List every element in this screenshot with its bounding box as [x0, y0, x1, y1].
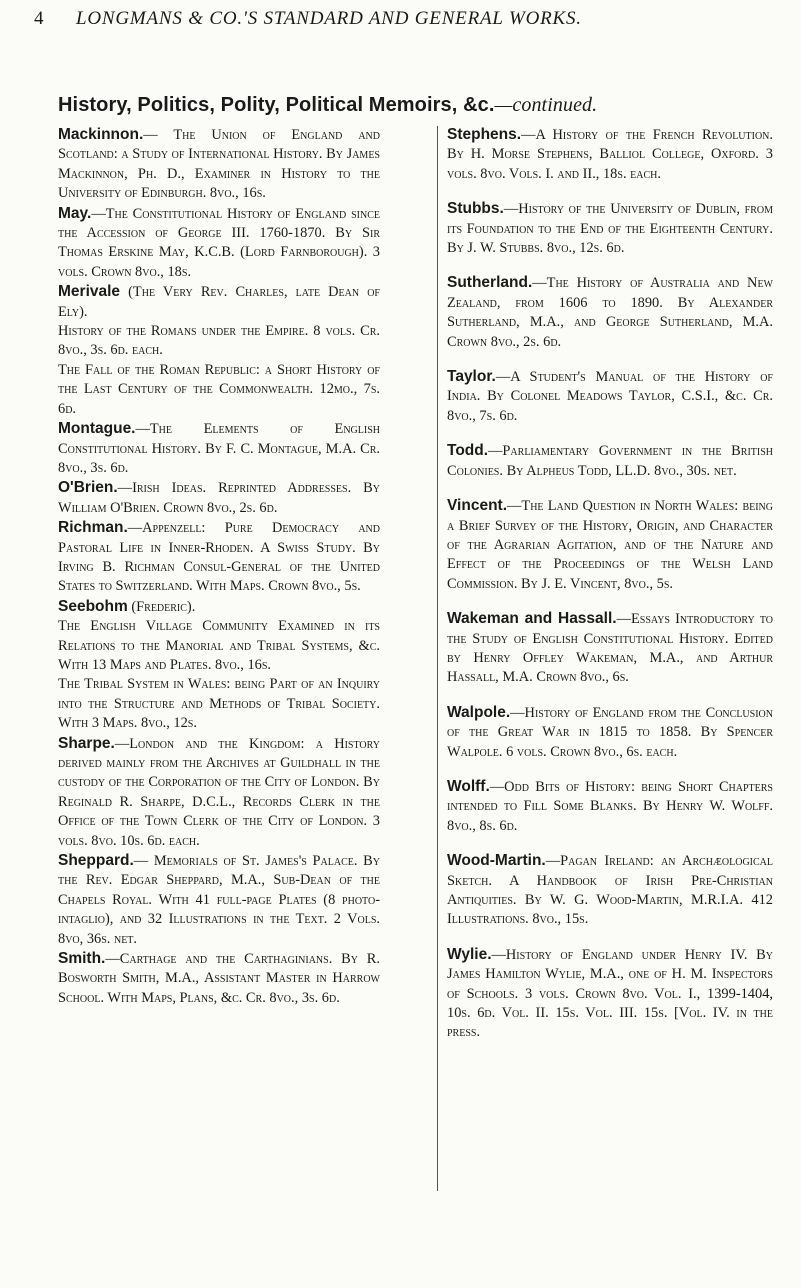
section-title-text: History, Politics, Polity, Political Memoirs, &c.	[58, 94, 495, 116]
catalogue-entry	[447, 441, 773, 481]
entry-paragraph	[58, 949, 380, 1008]
entry-paragraph	[58, 734, 380, 851]
entry-author: Mackinnon.	[58, 126, 144, 143]
entry-author: Todd.	[447, 442, 489, 460]
entry-paragraph	[447, 441, 773, 481]
entry-paragraph	[447, 367, 773, 426]
entry-text: (Frederic).	[127, 598, 196, 615]
entry-paragraph	[447, 851, 773, 930]
entry-paragraph	[447, 273, 773, 352]
entry-text: —The History of Australia and New Zealand, from 1606 to 1890. By Alexander Sutherland, M.A., and George Sutherland, M.A. Crown 8vo., 2s. 6d.	[447, 275, 773, 350]
entry-paragraph	[58, 851, 380, 949]
entry-text: — The Union of England and Scotland: a Study of International History. By James Mackinnon, Ph. D., Examiner in History to the University of Edinburgh. 8vo., 16s.	[58, 127, 380, 202]
entry-paragraph	[58, 419, 380, 478]
entry-author: May.	[58, 204, 92, 222]
entry-text: —Odd Bits of History: being Short Chapters intended to Fill Some Blanks. By Henry W. Wolff. 8vo., 8s. 6d.	[447, 778, 773, 834]
catalogue-entry	[58, 949, 380, 1008]
entry-text: —Appenzell: Pure Democracy and Pastoral Life in Inner-Rhoden. A Swiss Study. By Irving B. Richman Consul-General of the United States to Switzerland. With Maps. Crown 8vo., 5s.	[58, 520, 380, 595]
entry-text: The Tribal System in Wales: being Part of an Inquiry into the Structure and Methods of Tribal Society. With 3 Maps. 8vo., 12s.	[58, 676, 380, 732]
entry-paragraph	[58, 204, 380, 283]
entry-text: —Carthage and the Carthaginians. By R. Bosworth Smith, M.A., Assistant Master in Harrow School. With Maps, Plans, &c. Cr. 8vo., 3s. 6d.	[58, 951, 380, 1006]
entry-paragraph	[58, 478, 380, 518]
entry-paragraph	[447, 945, 773, 1043]
entry-author: Montague.	[58, 420, 136, 438]
entry-paragraph	[58, 518, 380, 597]
entry-author: Taylor.	[447, 368, 496, 386]
entry-paragraph	[447, 703, 773, 762]
entry-author: Sheppard.	[58, 852, 134, 870]
entry-paragraph	[447, 777, 773, 836]
entry-paragraph	[58, 675, 380, 733]
entry-text: —Parliamentary Government in the British Colonies. By Alpheus Todd, LL.D. 8vo., 30s. net.	[447, 443, 773, 479]
entry-text: The Fall of the Roman Republic: a Short History of the Last Century of the Commonwealth. 12mo., 7s. 6d.	[58, 361, 380, 417]
entry-text: —Essays Introductory to the Study of English Constitutional History. Edited by Henry Offley Wakeman, M.A., and Arthur Hassall, M.A. Crown 8vo., 6s.	[447, 611, 773, 686]
catalogue-entry	[58, 125, 380, 204]
left-column	[58, 125, 380, 1008]
page-number: 4	[34, 8, 45, 29]
catalogue-entry	[58, 851, 380, 949]
entry-text: —History of the University of Dublin, from its Foundation to the End of the Eighteenth Century. By J. W. Stubbs. 8vo., 12s. 6d.	[447, 201, 773, 257]
entry-author: Sutherland.	[447, 274, 533, 292]
catalogue-entry	[58, 478, 380, 518]
entry-paragraph	[447, 125, 773, 184]
entry-text: —The Land Question in North Wales: being a Brief Survey of the History, Origin, and Character of the Agrarian Agitation, and of the Nature and Effect of the Proceedings of the Welsh Land Commission. By J. E. Vincent, 8vo., 5s.	[447, 498, 773, 592]
entry-paragraph	[447, 609, 773, 688]
entry-author: O'Brien.	[58, 479, 118, 497]
entry-text: —The Elements of English Constitutional History. By F. C. Montague, M.A. Cr. 8vo., 3s. 6d.	[58, 421, 380, 476]
entry-text: —History of England from the Conclusion of the Great War in 1815 to 1858. By Spencer Walpole. 6 vols. Crown 8vo., 6s. each.	[447, 704, 773, 760]
entry-author: Wood-Martin.	[447, 852, 546, 870]
entry-author: Seebohm	[58, 597, 128, 615]
entry-author: Walpole.	[447, 703, 511, 721]
catalogue-entry	[58, 419, 380, 478]
catalogue-entry	[447, 703, 773, 762]
entry-text: — Memorials of St. James's Palace. By the Rev. Edgar Sheppard, M.A., Sub-Dean of the Chapels Royal. With 41 full-page Plates (8 photo-intaglio), and 32 Illustrations in the Text. 2 Vols. 8vo, 36s. net.	[58, 853, 380, 947]
entry-author: Smith.	[58, 950, 106, 968]
entry-author: Wylie.	[447, 945, 492, 963]
entry-text: —Irish Ideas. Reprinted Addresses. By William O'Brien. Crown 8vo., 2s. 6d.	[58, 480, 380, 516]
entry-paragraph	[58, 361, 380, 419]
catalogue-entry	[447, 609, 773, 688]
entry-paragraph	[58, 125, 380, 204]
entry-author: Stubbs.	[447, 200, 504, 218]
entry-paragraph	[58, 597, 380, 617]
entry-author: Merivale	[58, 283, 121, 301]
column-divider	[437, 126, 438, 1191]
catalogue-entry	[447, 367, 773, 426]
entry-text: —Pagan Ireland: an Archæological Sketch. A Handbook of Irish Pre-Christian Antiquities. By W. G. Wood-Martin, M.R.I.A. 412 Illustrations. 8vo., 15s.	[447, 853, 773, 928]
entry-text: History of the Romans under the Empire. 8 vols. Cr. 8vo., 3s. 6d. each.	[58, 323, 380, 359]
entry-paragraph	[58, 617, 380, 675]
section-title	[58, 94, 758, 117]
catalogue-entry	[58, 518, 380, 597]
running-head-title: LONGMANS & CO.'S STANDARD AND GENERAL WORKS.	[76, 8, 582, 29]
entry-text: —London and the Kingdom: a History derived mainly from the Archives at Guildhall in the custody of the Corporation of the City of London. By Reginald R. Sharpe, D.C.L., Records Clerk in the Office of the Town Clerk of the City of London. 3 vols. 8vo. 10s. 6d. each.	[58, 735, 380, 849]
catalogue-entry	[58, 204, 380, 283]
catalogue-entry	[447, 777, 773, 836]
entry-author: Vincent.	[447, 497, 508, 515]
entry-text: —The Constitutional History of England since the Accession of George III. 1760-1870. By Sir Thomas Erskine May, K.C.B. (Lord Farnborough). 3 vols. Crown 8vo., 18s.	[58, 205, 380, 280]
entry-author: Wakeman and Hassall.	[447, 610, 617, 628]
entry-author: Wolff.	[447, 777, 490, 795]
entry-text: The English Village Community Examined in its Relations to the Manorial and Tribal Systems, &c. With 13 Maps and Plates. 8vo., 16s.	[58, 618, 380, 673]
entry-paragraph	[447, 199, 773, 258]
entry-text: (The Very Rev. Charles, late Dean of Ely).	[58, 284, 380, 320]
entry-author: Stephens.	[447, 126, 522, 143]
entry-paragraph	[447, 496, 773, 594]
entry-text: —A History of the French Revolution. By H. Morse Stephens, Balliol College, Oxford. 3 vols. 8vo. Vols. I. and II., 18s. each.	[447, 127, 773, 182]
catalogue-entry	[447, 496, 773, 594]
catalogue-entry	[447, 273, 773, 352]
running-head	[34, 6, 794, 36]
right-column	[447, 125, 773, 1058]
entry-paragraph	[58, 322, 380, 361]
section-continued: —continued.	[494, 94, 598, 116]
entry-text: —History of England under Henry IV. By James Hamilton Wylie, M.A., one of H. M. Inspectors of Schools. 3 vols. Crown 8vo. Vol. I., 1399-1404, 10s. 6d. Vol. II. 15s. Vol. III. 15s. [Vol. IV. in the press.	[447, 946, 773, 1041]
catalogue-entry	[447, 945, 773, 1043]
entry-text: —A Student's Manual of the History of India. By Colonel Meadows Taylor, C.S.I., &c. Cr. 8vo., 7s. 6d.	[447, 369, 773, 424]
entry-author: Sharpe.	[58, 734, 115, 752]
catalogue-entry	[447, 199, 773, 258]
catalogue-entry	[58, 282, 380, 419]
catalogue-entry	[58, 734, 380, 851]
catalogue-entry	[58, 597, 380, 734]
catalogue-entry	[447, 851, 773, 930]
catalogue-entry	[447, 125, 773, 184]
entry-paragraph	[58, 282, 380, 322]
entry-author: Richman.	[58, 519, 128, 537]
